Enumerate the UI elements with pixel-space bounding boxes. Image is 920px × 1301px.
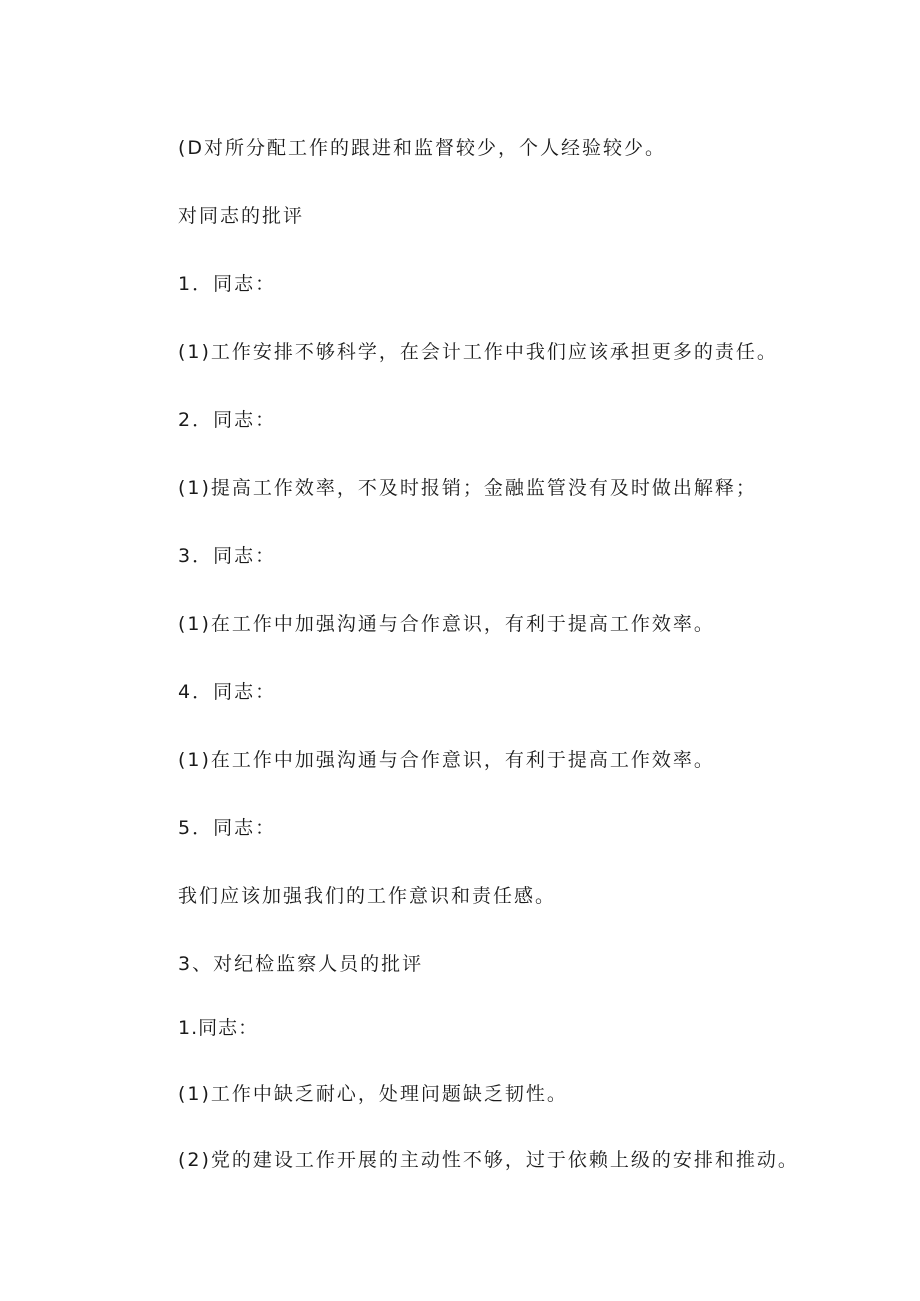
paragraph-line: (D对所分配工作的跟进和监督较少，个人经验较少。 (178, 137, 667, 159)
paragraph-line: 我们应该加强我们的工作意识和责任感。 (178, 885, 557, 907)
list-item-heading: 4．同志： (178, 681, 277, 703)
paragraph-line: (1)工作中缺乏耐心，处理问题缺乏韧性。 (178, 1083, 568, 1105)
section-heading: 对同志的批评 (178, 205, 305, 227)
paragraph-line: (1)在工作中加强沟通与合作意识，有利于提高工作效率。 (178, 613, 715, 635)
list-item-heading: 3．同志： (178, 545, 277, 567)
list-item-heading: 2．同志： (178, 409, 277, 431)
paragraph-line: (1)提高工作效率，不及时报销；金融监管没有及时做出解释； (178, 477, 757, 499)
list-item-heading: 1．同志： (178, 273, 277, 295)
paragraph-line: (1)工作安排不够科学，在会计工作中我们应该承担更多的责任。 (178, 341, 778, 363)
paragraph-line: (1)在工作中加强沟通与合作意识，有利于提高工作效率。 (178, 749, 715, 771)
section-heading: 3、对纪检监察人员的批评 (178, 953, 424, 975)
paragraph-line: (2)党的建设工作开展的主动性不够，过于依赖上级的安排和推动。 (178, 1149, 799, 1171)
list-item-heading: 5．同志： (178, 817, 277, 839)
list-item-heading: 1.同志： (178, 1017, 259, 1039)
